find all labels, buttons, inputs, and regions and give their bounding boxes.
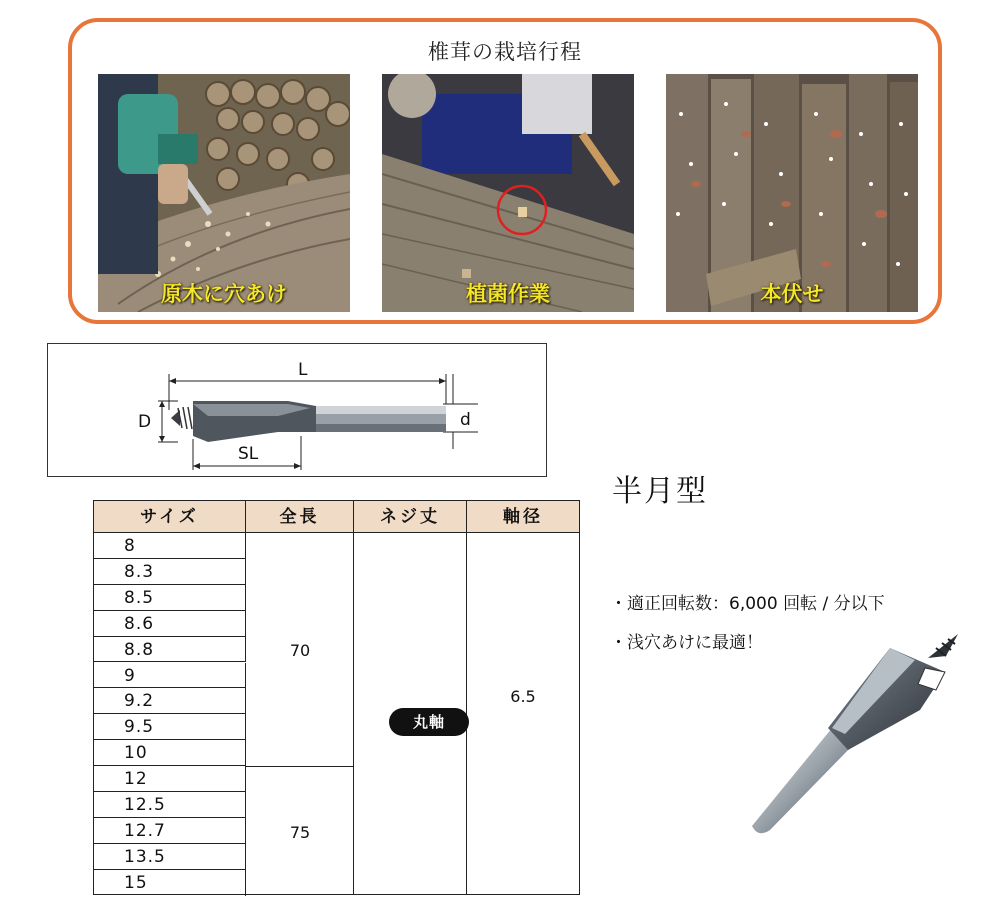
shaft-diameter-value: 6.5	[510, 687, 536, 706]
header-length: 全長	[246, 501, 354, 533]
size-cell: 8.3	[94, 559, 246, 585]
feature-shallow-drilling: ・浅穴あけに最適！	[610, 633, 763, 653]
header-thread: ネジ丈	[354, 501, 467, 533]
length-value-70: 70	[289, 641, 311, 660]
size-cell: 15	[94, 870, 246, 896]
cultivation-process-panel	[68, 18, 942, 324]
product-type-title: 半月型	[612, 474, 708, 509]
laying-logs-photo	[666, 74, 918, 312]
size-cell: 8	[94, 533, 246, 559]
size-cell: 8.5	[94, 585, 246, 611]
inoculation-illustration	[382, 74, 634, 312]
drilling-photo	[98, 74, 350, 312]
dimension-diagram	[47, 343, 547, 477]
dim-label-D: D	[138, 412, 152, 432]
drill-bit-product-image	[740, 628, 970, 843]
drilling-illustration	[98, 74, 350, 312]
step-caption-inoculation: 植菌作業	[466, 282, 550, 306]
size-cell: 13.5	[94, 844, 246, 870]
size-cell: 10	[94, 740, 246, 766]
inoculation-photo	[382, 74, 634, 312]
header-size: サイズ	[94, 501, 246, 533]
size-cell: 8.8	[94, 637, 246, 663]
feature-rotation-speed: ・適正回転数：6,000 回転 / 分以下	[610, 594, 885, 614]
step-caption-drilling: 原木に穴あけ	[161, 282, 287, 306]
size-cell: 8.6	[94, 611, 246, 637]
laying-logs-illustration	[666, 74, 918, 312]
size-cell: 9.5	[94, 714, 246, 740]
size-cell: 12.7	[94, 818, 246, 844]
length-value-75: 75	[289, 823, 311, 842]
size-cell: 9	[94, 663, 246, 689]
header-shaft: 軸径	[467, 501, 579, 533]
dim-label-L: L	[298, 360, 308, 380]
length-group-divider	[246, 766, 354, 767]
round-shaft-badge: 丸軸	[389, 708, 469, 736]
process-title: 椎茸の栽培行程	[428, 40, 582, 64]
dim-label-SL: SL	[238, 444, 259, 464]
spec-table	[93, 500, 580, 895]
dim-label-d: d	[460, 410, 471, 430]
size-cell: 12	[94, 766, 246, 792]
size-cell: 12.5	[94, 792, 246, 818]
size-cell: 9.2	[94, 688, 246, 714]
step-caption-laying: 本伏せ	[760, 282, 824, 306]
